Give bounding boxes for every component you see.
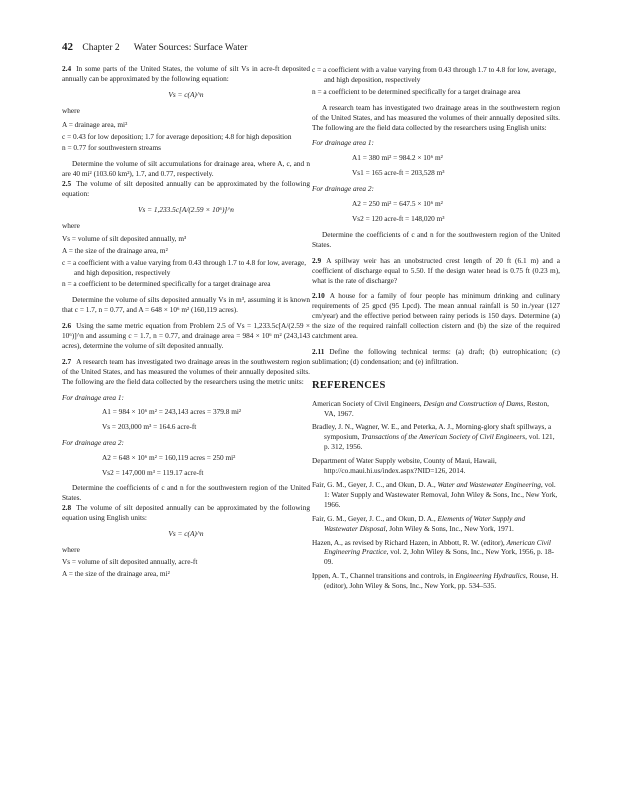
equation: Vs = 203,000 m³ = 164.6 acre-ft	[102, 422, 197, 432]
equation: A2 = 648 × 10⁶ m² = 160,119 acres = 250 mi²	[102, 453, 236, 463]
reference-item	[312, 399, 560, 419]
where-label: where	[62, 544, 80, 554]
reference-post: , vol. 1: Water Supply and Wastewater Removal, John Wiley & Sons, Inc., New York, 1966.	[324, 480, 558, 509]
problem-text: The volume of silt deposited annually can be approximated by the following equation:	[62, 179, 310, 199]
problem-text: A research team has investigated two drainage areas in the southwestern region of the United States, and has measured the volumes of their annually deposited silts. The following are the field data collected by the researchers using English units:	[312, 102, 560, 132]
reference-item	[312, 514, 560, 534]
reference-pre: American Society of Civil Engineers,	[312, 398, 424, 408]
problem-text: A house for a family of four people has minimum drinking and culinary requirements of 25 gpcd (95 Lpcd). The mean annual rainfall is 50 in./year (127 cm/year) and the effective period between rainy periods is 150 days. Determine (a) the size of the required rainfall collection cistern and (b) the size of the required catchment area.	[312, 291, 560, 341]
reference-it: Design and Construction of Dams	[423, 398, 524, 408]
references-heading: REFERENCES	[312, 379, 386, 391]
definition: A = drainage area, mi²	[62, 119, 128, 129]
reference-it: Elements of Water Supply and Wastewater Disposal	[324, 513, 526, 533]
definition: Vs = volume of silt deposited annually, acre-ft	[62, 557, 198, 567]
drainage-area-label: For drainage area 2:	[312, 184, 374, 194]
definition: n = a coefficient to be determined specifically for a target drainage area	[62, 279, 271, 289]
reference-pre: Hazen, A., as revised by Richard Hazen, in Abbott, R. W. (editor),	[312, 537, 507, 547]
equation: Vs = c(A)^n	[168, 528, 204, 538]
reference-pre: Department of Water Supply website, County of Maui, Hawaii, http://co.maui.hi.us/index.aspx?NID=126, 2014.	[312, 456, 497, 476]
definition: c = a coefficient with a value varying from 0.43 through 1.7 to 4.8 for low, average, and high deposition, respectively	[312, 65, 557, 84]
problem-text: In some parts of the United States, the volume of silt Vs in acre-ft deposited annually can be approximated by the following equation:	[62, 64, 310, 83]
drainage-area-label: For drainage area 1:	[62, 392, 124, 402]
reference-item	[312, 456, 560, 476]
where-label: where	[62, 105, 80, 115]
left-column	[62, 64, 310, 581]
problem-text: A research team has investigated two drainage areas in the southwestern region of the United States, and has measured the volumes of their annually deposited silts. The following are the field data collected by the researchers using the metric units:	[62, 356, 310, 386]
problem-task: Determine the volume of silt accumulations for drainage area, where A, c, and n are 40 mi² (103.60 km²), 1.7, and 0.77, respectively.	[62, 159, 310, 179]
definition: n = a coefficient to be determined specifically for a target drainage area	[312, 86, 521, 96]
page-number: 42	[62, 41, 73, 53]
problem-number: 2.4	[62, 64, 72, 73]
problem-number: 2.7	[62, 356, 72, 366]
reference-it: Water and Wastewater Engineering	[437, 480, 541, 489]
problem-2-10	[312, 291, 560, 341]
problem-number: 2.11	[312, 346, 325, 356]
equation: Vs2 = 120 acre-ft = 148,020 m³	[352, 213, 445, 223]
problem-task: Determine the volume of silts deposited annually Vs in m³, assuming it is known that c = 1.7, n = 0.77, and A = 648 × 10⁶ m² (160,119 acres).	[62, 295, 310, 315]
reference-post: , vol. 2, John Wiley & Sons, Inc., New York, 1956, p. 18-09.	[324, 547, 555, 567]
equation: Vs = 1,233.5c[A/(2.59 × 10⁶)]^n	[138, 204, 234, 214]
problem-number: 2.6	[62, 321, 72, 331]
problem-2-5	[62, 179, 310, 199]
chapter-label: Chapter 2	[82, 43, 120, 53]
reference-list	[312, 399, 560, 591]
definition: A = the size of the drainage area, mi²	[62, 569, 170, 579]
equation: A1 = 984 × 10⁶ m² = 243,143 acres = 379.8 mi²	[102, 407, 242, 417]
problem-2-9	[312, 256, 560, 286]
problem-text: Define the following technical terms: (a) draft; (b) eutrophication; (c) sublimation; (d) condensation; and (e) infiltration.	[312, 346, 560, 366]
reference-pre: Fair, G. M., Geyer, J. C., and Okun, D. A.,	[312, 513, 438, 523]
reference-item	[312, 422, 560, 452]
definition: c = a coefficient with a value varying from 0.43 through 1.7 to 4.8 for low, average, and high deposition, respectively	[62, 257, 307, 277]
reference-item	[312, 538, 560, 568]
problem-text: A spillway weir has an unobstructed crest length of 20 ft (6.1 m) and a coefficient of discharge equal to 5.50. If the design water head is 0.75 ft (0.23 m), what is the rate of discharge?	[312, 255, 560, 285]
problem-2-11	[312, 347, 560, 367]
reference-pre: Fair, G. M., Geyer, J. C., and Okun, D. A.,	[312, 480, 438, 489]
problem-text: The volume of silt deposited annually can be approximated by the following equation using English units:	[62, 502, 310, 522]
reference-it: American Civil Engineering Practice	[324, 537, 551, 557]
equation: Vs = c(A)^n	[168, 89, 204, 99]
drainage-area-label: For drainage area 1:	[312, 138, 374, 148]
reference-it: Engineering Hydraulics	[455, 571, 526, 581]
definition: Vs = volume of silt deposited annually, m³	[62, 233, 187, 243]
right-column	[312, 64, 560, 595]
reference-it: Transactions of the American Society of Civil Engineers	[361, 432, 526, 442]
equation: Vs1 = 165 acre-ft = 203,528 m³	[352, 168, 445, 178]
problem-2-6	[62, 321, 310, 351]
definition: A = the size of the drainage area, m²	[62, 245, 168, 255]
reference-post: , John Wiley & Sons, Inc., New York, 1971.	[385, 523, 514, 533]
problem-number: 2.10	[312, 291, 325, 301]
reference-item	[312, 571, 560, 591]
reference-item	[312, 480, 560, 510]
problem-task: Determine the coefficients of c and n for the southwestern region of the United States.	[312, 229, 560, 249]
reference-post: , vol. 121, p. 312, 1956.	[324, 432, 555, 452]
definition: n = 0.77 for southwestern streams	[62, 143, 161, 153]
running-header	[62, 41, 247, 53]
equation: A1 = 380 mi² = 984.2 × 10⁶ m²	[352, 153, 443, 163]
problem-text: Using the same metric equation from Problem 2.5 of Vs = 1,233.5c[A/(2.59 × 10⁶)]^n and assuming c = 1.7, n = 0.77, and drainage area = 984 × 10⁶ m² (243,143 acres), determine the volume of silt deposited annually.	[62, 321, 310, 350]
reference-post: , Reston, VA, 1967.	[324, 398, 549, 418]
problem-2-7	[62, 357, 310, 387]
equation: A2 = 250 mi² = 647.5 × 10⁶ m²	[352, 199, 443, 209]
reference-pre: Bradley, J. N., Wagner, W. E., and Peterka, A. J., Morning-glory shaft spillways, a symposium,	[312, 422, 552, 442]
equation: Vs2 = 147,000 m³ = 119.17 acre-ft	[102, 468, 204, 478]
problem-2-8	[62, 503, 310, 523]
reference-pre: Ippen, A. T., Channel transitions and controls, in	[312, 571, 456, 581]
problem-2-4	[62, 64, 310, 84]
problem-number: 2.8	[62, 502, 72, 512]
problem-task: Determine the coefficients of c and n for the southwestern region of the United States.	[62, 483, 310, 502]
definition: c = 0.43 for low deposition; 1.7 for average deposition; 4.8 for high deposition	[62, 131, 292, 141]
problem-number: 2.9	[312, 255, 322, 265]
where-label: where	[62, 220, 80, 230]
chapter-title: Water Sources: Surface Water	[133, 43, 248, 53]
reference-post: , Rouse, H. (editor), John Wiley & Sons, Inc., New York, pp. 534–535.	[324, 571, 559, 591]
drainage-area-label: For drainage area 2:	[62, 438, 124, 448]
problem-number: 2.5	[62, 179, 72, 189]
